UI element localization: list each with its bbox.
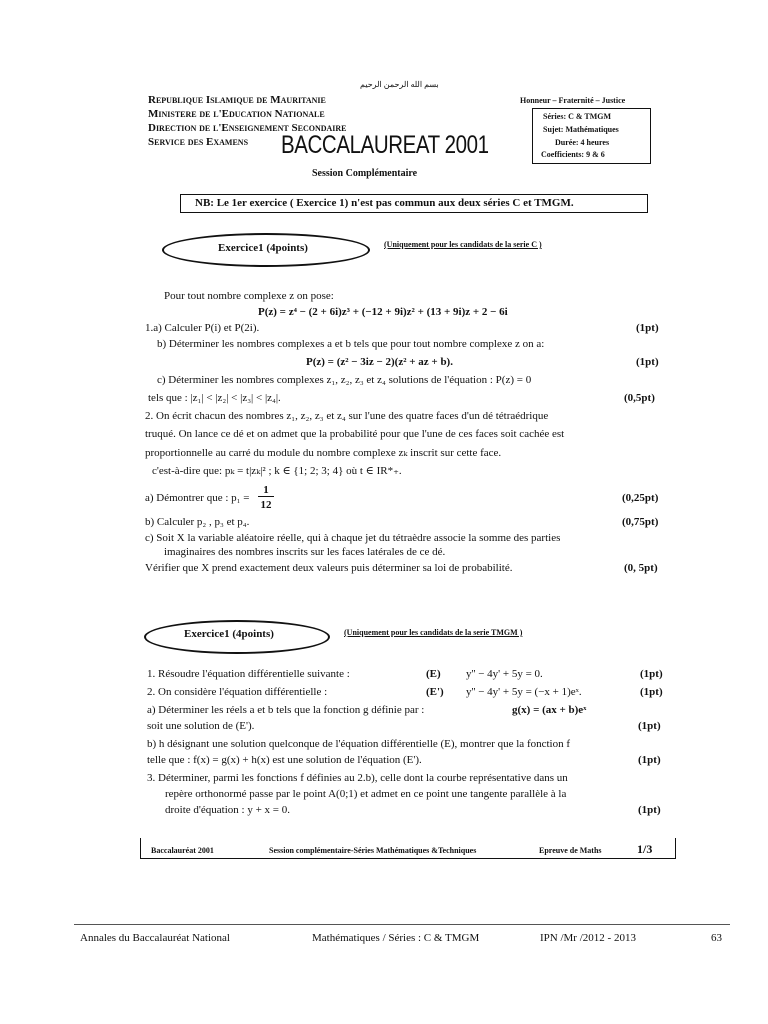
ex1-q2-line1: 2. On écrit chacun des nombres z₁, z₂, z₃ et z₄ sur l'une des quatre faces d'un dé tétraédrique [145, 410, 549, 422]
ex2-q2b: b) h désignant une solution quelconque de l'équation différentielle (E), montrer que la fonction f [147, 738, 571, 750]
bac-title: BACCALAUREAT 2001 [281, 131, 489, 159]
info-coefficients: Coefficients: 9 & 6 [541, 150, 605, 159]
header-line-2: Ministere de l'Education Nationale [148, 108, 325, 120]
ex1-q2b: b) Calculer p₂ , p₃ et p₄. [145, 516, 250, 528]
footer-page-number: 63 [711, 932, 722, 944]
exam-footer-left: Baccalauréat 2001 [151, 846, 214, 855]
ex2-pts-2: (1pt) [640, 686, 663, 698]
footer-left: Annales du Baccalauréat National [80, 932, 230, 944]
info-duration: Durée: 4 heures [555, 138, 610, 147]
exercise1-note: (Uniquement pour les candidats de la serie C ) [384, 240, 542, 249]
fraction-numerator: 1 [258, 484, 274, 497]
info-subject: Sujet: Mathématiques [543, 125, 619, 134]
ex2-q1: 1. Résoudre l'équation différentielle suivante : [147, 668, 350, 680]
ex2-pts-3: (1pt) [638, 804, 661, 816]
exam-footer-mid: Session complémentaire-Séries Mathématiques &Techniques [269, 846, 477, 855]
info-series: Séries: C & TMGM [543, 112, 612, 121]
session-label: Session Complémentaire [312, 168, 418, 179]
ex1-q2-line2: truqué. On lance ce dé et on admet que la probabilité pour que l'une de ces faces soit cachée est [145, 428, 565, 440]
ex1-q1b: b) Déterminer les nombres complexes a et b tels que pour tout nombre complexe z on a: [157, 338, 545, 350]
ex1-q1c-cont: tels que : |z₁| < |z₂| < |z₃| < |z₄|. [148, 392, 281, 404]
ex1-q2c-line3: Vérifier que X prend exactement deux valeurs puis déterminer sa loi de probabilité. [145, 562, 513, 574]
ex1-factorization: P(z) = (z² − 3iz − 2)(z² + az + b). [306, 356, 453, 368]
ex2-pts-2b: (1pt) [638, 754, 661, 766]
ex1-q2-line4: c'est-à-dire que: pₖ = t|zₖ|² ; k ∈ {1; 2; 3; 4} où t ∈ IR*₊. [152, 465, 402, 477]
header-line-3: Direction de l'Enseignement Secondaire [148, 122, 347, 134]
ex1-pts-1b: (1pt) [636, 356, 659, 368]
ex1-pts-1c: (0,5pt) [624, 392, 655, 404]
ex2-q2a: a) Déterminer les réels a et b tels que la fonction g définie par : [147, 704, 425, 716]
ex2-q3-line1: 3. Déterminer, parmi les fonctions f définies au 2.b), celle dont la courbe représentative dans un [147, 772, 568, 784]
exercise2-note: (Uniquement pour les candidats de la serie TMGM ) [344, 628, 523, 637]
exam-footer-right: Epreuve de Maths [539, 846, 602, 855]
ex2-q2: 2. On considère l'équation différentielle : [147, 686, 328, 698]
footer-ref: IPN /Mr /2012 - 2013 [540, 932, 636, 944]
ex1-q2a: a) Démontrer que : p₁ = [145, 492, 250, 504]
exercise1-title: Exercice1 (4points) [218, 242, 308, 254]
ex2-q1-equation: y'' − 4y' + 5y = 0. [466, 668, 543, 680]
ex1-pts-2a: (0,25pt) [622, 492, 659, 504]
ex1-pts-2b: (0,75pt) [622, 516, 659, 528]
nb-box [180, 194, 648, 213]
ex1-q2-line3: proportionnelle au carré du module du nombre complexe zₖ inscrit sur cette face. [145, 447, 502, 459]
ex2-pts-2a: (1pt) [638, 720, 661, 732]
footer-rule [74, 924, 730, 925]
ex2-pts-1: (1pt) [640, 668, 663, 680]
ex1-q1a: 1.a) Calculer P(i) et P(2i). [145, 322, 260, 334]
nb-text: NB: Le 1er exercice ( Exercice 1) n'est pas commun aux deux séries C et TMGM. [195, 197, 574, 209]
ex2-q3-line3: droite d'équation : y + x = 0. [165, 804, 290, 816]
ex1-polynomial: P(z) = z⁴ − (2 + 6i)z³ + (−12 + 9i)z² + (13 + 9i)z + 2 − 6i [258, 306, 508, 318]
fraction-denominator: 12 [260, 499, 272, 511]
ex2-q2a-cont: soit une solution de (E'). [147, 720, 255, 732]
ex2-q1-label: (E) [426, 668, 441, 680]
ex2-q3-line2: repère orthonormé passe par le point A(0;1) et admet en ce point une tangente parallèle à la [165, 788, 567, 800]
info-box [532, 108, 651, 164]
ex1-line-intro: Pour tout nombre complexe z on pose: [164, 290, 334, 302]
footer-mid: Mathématiques / Séries : C & TMGM [312, 932, 480, 944]
arabic-basmala: بسم الله الرحمن الرحيم [360, 80, 439, 89]
exam-footer-box [140, 838, 676, 859]
ex1-pts-1a: (1pt) [636, 322, 659, 334]
motto: Honneur – Fraternité – Justice [520, 96, 626, 105]
exam-footer-page: 1/3 [637, 842, 653, 856]
header-line-4: Service des Examens [148, 136, 249, 148]
ex2-q2-label: (E') [426, 686, 444, 698]
ex2-q2a-equation: g(x) = (ax + b)eˣ [512, 704, 587, 716]
ex1-q2c-line2: imaginaires des nombres inscrits sur les faces latérales de ce dé. [164, 546, 446, 558]
ex1-q1c: c) Déterminer les nombres complexes z₁, z₂, z₃ et z₄ solutions de l'équation : P(z) = 0 [157, 374, 532, 386]
ex2-q2b-cont: telle que : f(x) = g(x) + h(x) est une solution de l'équation (E'). [147, 754, 422, 766]
ex1-pts-2c: (0, 5pt) [624, 562, 658, 574]
exercise2-title: Exercice1 (4points) [184, 628, 274, 640]
header-line-1: Republique Islamique de Mauritanie [148, 94, 326, 106]
ex2-q2-equation: y'' − 4y' + 5y = (−x + 1)eˣ. [466, 686, 582, 698]
ex1-q2c-line1: c) Soit X la variable aléatoire réelle, qui à chaque jet du tétraèdre associe la somme des parties [145, 532, 561, 544]
